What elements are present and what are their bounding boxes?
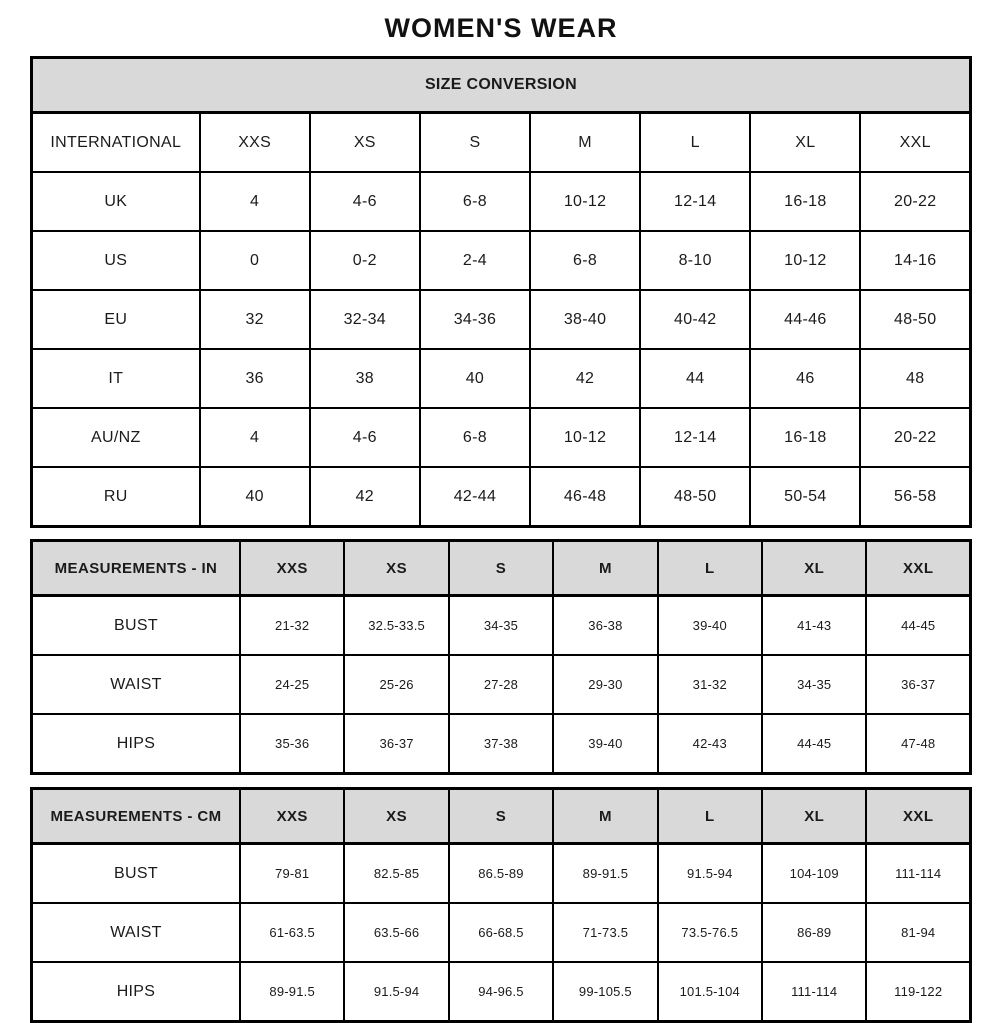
measurement-cell: 111-114 bbox=[762, 962, 866, 1022]
measurement-cell: 27-28 bbox=[449, 655, 553, 714]
size-header-m: M bbox=[553, 541, 657, 596]
size-cell: 40 bbox=[200, 467, 310, 527]
size-cell: 4-6 bbox=[310, 172, 420, 231]
table-row-waist-in bbox=[32, 655, 971, 714]
measurements-cm-header-row bbox=[32, 789, 971, 844]
size-cell: 4 bbox=[200, 172, 310, 231]
measurement-cell: 36-37 bbox=[344, 714, 448, 774]
size-cell: 40-42 bbox=[640, 290, 750, 349]
measurement-cell: 94-96.5 bbox=[449, 962, 553, 1022]
row-label: RU bbox=[32, 467, 200, 527]
measurement-cell: 71-73.5 bbox=[553, 903, 657, 962]
size-conversion-table bbox=[30, 56, 972, 528]
measurement-cell: 89-91.5 bbox=[553, 844, 657, 904]
measurement-cell: 79-81 bbox=[240, 844, 344, 904]
measurements-in-header-row bbox=[32, 541, 971, 596]
measurement-cell: 36-38 bbox=[553, 596, 657, 656]
measurement-cell: 73.5-76.5 bbox=[658, 903, 762, 962]
size-cell: 38 bbox=[310, 349, 420, 408]
size-conversion-column-row bbox=[32, 113, 971, 173]
column-header-l: L bbox=[640, 113, 750, 173]
page-title: WOMEN'S WEAR bbox=[384, 13, 618, 43]
measurement-cell: 34-35 bbox=[449, 596, 553, 656]
size-cell: 6-8 bbox=[420, 172, 530, 231]
measurements-cm-header: MEASUREMENTS - CM bbox=[32, 789, 240, 844]
measurement-cell: 32.5-33.5 bbox=[344, 596, 448, 656]
row-label: WAIST bbox=[32, 903, 240, 962]
size-cell: 10-12 bbox=[530, 172, 640, 231]
size-header-s: S bbox=[449, 789, 553, 844]
measurement-cell: 39-40 bbox=[553, 714, 657, 774]
measurement-cell: 24-25 bbox=[240, 655, 344, 714]
column-header-s: S bbox=[420, 113, 530, 173]
row-label: HIPS bbox=[32, 714, 240, 774]
size-cell: 40 bbox=[420, 349, 530, 408]
measurement-cell: 31-32 bbox=[658, 655, 762, 714]
size-header-l: L bbox=[658, 789, 762, 844]
table-row-uk bbox=[32, 172, 971, 231]
size-cell: 6-8 bbox=[530, 231, 640, 290]
size-conversion-header: SIZE CONVERSION bbox=[32, 58, 971, 113]
size-cell: 12-14 bbox=[640, 172, 750, 231]
row-label: BUST bbox=[32, 844, 240, 904]
measurement-cell: 111-114 bbox=[866, 844, 970, 904]
table-row-hips-cm bbox=[32, 962, 971, 1022]
size-cell: 4 bbox=[200, 408, 310, 467]
size-conversion-caption-row bbox=[32, 58, 971, 113]
size-cell: 34-36 bbox=[420, 290, 530, 349]
size-header-xxs: XXS bbox=[240, 541, 344, 596]
size-header-xs: XS bbox=[344, 541, 448, 596]
measurement-cell: 21-32 bbox=[240, 596, 344, 656]
measurement-cell: 44-45 bbox=[866, 596, 970, 656]
measurement-cell: 37-38 bbox=[449, 714, 553, 774]
measurement-cell: 44-45 bbox=[762, 714, 866, 774]
size-cell: 48-50 bbox=[640, 467, 750, 527]
measurement-cell: 63.5-66 bbox=[344, 903, 448, 962]
size-cell: 44-46 bbox=[750, 290, 860, 349]
column-header-m: M bbox=[530, 113, 640, 173]
size-cell: 2-4 bbox=[420, 231, 530, 290]
column-header-xs: XS bbox=[310, 113, 420, 173]
measurement-cell: 42-43 bbox=[658, 714, 762, 774]
measurement-cell: 81-94 bbox=[866, 903, 970, 962]
size-header-xxs: XXS bbox=[240, 789, 344, 844]
table-row-bust-cm bbox=[32, 844, 971, 904]
column-header-xxl: XXL bbox=[860, 113, 970, 173]
measurement-cell: 29-30 bbox=[553, 655, 657, 714]
measurement-cell: 35-36 bbox=[240, 714, 344, 774]
table-row-us bbox=[32, 231, 971, 290]
size-cell: 42 bbox=[530, 349, 640, 408]
measurement-cell: 34-35 bbox=[762, 655, 866, 714]
row-label: WAIST bbox=[32, 655, 240, 714]
measurements-in-header: MEASUREMENTS - IN bbox=[32, 541, 240, 596]
measurement-cell: 39-40 bbox=[658, 596, 762, 656]
size-cell: 48-50 bbox=[860, 290, 970, 349]
measurement-cell: 119-122 bbox=[866, 962, 970, 1022]
size-cell: 16-18 bbox=[750, 172, 860, 231]
measurements-in-table bbox=[30, 539, 972, 775]
table-row-bust-in bbox=[32, 596, 971, 656]
size-cell: 6-8 bbox=[420, 408, 530, 467]
row-label: US bbox=[32, 231, 200, 290]
size-cell: 0 bbox=[200, 231, 310, 290]
measurement-cell: 41-43 bbox=[762, 596, 866, 656]
size-cell: 46 bbox=[750, 349, 860, 408]
size-cell: 10-12 bbox=[750, 231, 860, 290]
size-cell: 0-2 bbox=[310, 231, 420, 290]
row-label: BUST bbox=[32, 596, 240, 656]
size-cell: 20-22 bbox=[860, 408, 970, 467]
measurement-cell: 36-37 bbox=[866, 655, 970, 714]
row-label: EU bbox=[32, 290, 200, 349]
size-cell: 48 bbox=[860, 349, 970, 408]
size-cell: 20-22 bbox=[860, 172, 970, 231]
size-header-xxl: XXL bbox=[866, 541, 970, 596]
table-row-ru bbox=[32, 467, 971, 527]
size-header-xl: XL bbox=[762, 541, 866, 596]
size-cell: 32-34 bbox=[310, 290, 420, 349]
size-header-xs: XS bbox=[344, 789, 448, 844]
size-cell: 38-40 bbox=[530, 290, 640, 349]
size-cell: 10-12 bbox=[530, 408, 640, 467]
size-cell: 8-10 bbox=[640, 231, 750, 290]
size-header-xl: XL bbox=[762, 789, 866, 844]
measurement-cell: 86.5-89 bbox=[449, 844, 553, 904]
measurements-cm-table bbox=[30, 787, 972, 1023]
measurement-cell: 91.5-94 bbox=[658, 844, 762, 904]
size-header-xxl: XXL bbox=[866, 789, 970, 844]
row-label: AU/NZ bbox=[32, 408, 200, 467]
row-label: UK bbox=[32, 172, 200, 231]
table-row-waist-cm bbox=[32, 903, 971, 962]
table-row-eu bbox=[32, 290, 971, 349]
measurement-cell: 89-91.5 bbox=[240, 962, 344, 1022]
row-label: HIPS bbox=[32, 962, 240, 1022]
size-cell: 14-16 bbox=[860, 231, 970, 290]
row-label: IT bbox=[32, 349, 200, 408]
measurement-cell: 47-48 bbox=[866, 714, 970, 774]
size-cell: 4-6 bbox=[310, 408, 420, 467]
size-cell: 56-58 bbox=[860, 467, 970, 527]
size-header-s: S bbox=[449, 541, 553, 596]
size-cell: 12-14 bbox=[640, 408, 750, 467]
measurement-cell: 86-89 bbox=[762, 903, 866, 962]
size-cell: 42-44 bbox=[420, 467, 530, 527]
table-row-hips-in bbox=[32, 714, 971, 774]
measurement-cell: 101.5-104 bbox=[658, 962, 762, 1022]
size-cell: 50-54 bbox=[750, 467, 860, 527]
size-cell: 16-18 bbox=[750, 408, 860, 467]
column-header-xl: XL bbox=[750, 113, 860, 173]
measurement-cell: 25-26 bbox=[344, 655, 448, 714]
measurement-cell: 91.5-94 bbox=[344, 962, 448, 1022]
column-header-xxs: XXS bbox=[200, 113, 310, 173]
size-cell: 42 bbox=[310, 467, 420, 527]
measurement-cell: 82.5-85 bbox=[344, 844, 448, 904]
measurement-cell: 104-109 bbox=[762, 844, 866, 904]
size-cell: 46-48 bbox=[530, 467, 640, 527]
size-header-l: L bbox=[658, 541, 762, 596]
table-row-it bbox=[32, 349, 971, 408]
measurement-cell: 99-105.5 bbox=[553, 962, 657, 1022]
size-cell: 32 bbox=[200, 290, 310, 349]
size-header-m: M bbox=[553, 789, 657, 844]
column-header-international: INTERNATIONAL bbox=[32, 113, 200, 173]
measurement-cell: 61-63.5 bbox=[240, 903, 344, 962]
size-cell: 36 bbox=[200, 349, 310, 408]
table-row-aunz bbox=[32, 408, 971, 467]
size-cell: 44 bbox=[640, 349, 750, 408]
measurement-cell: 66-68.5 bbox=[449, 903, 553, 962]
